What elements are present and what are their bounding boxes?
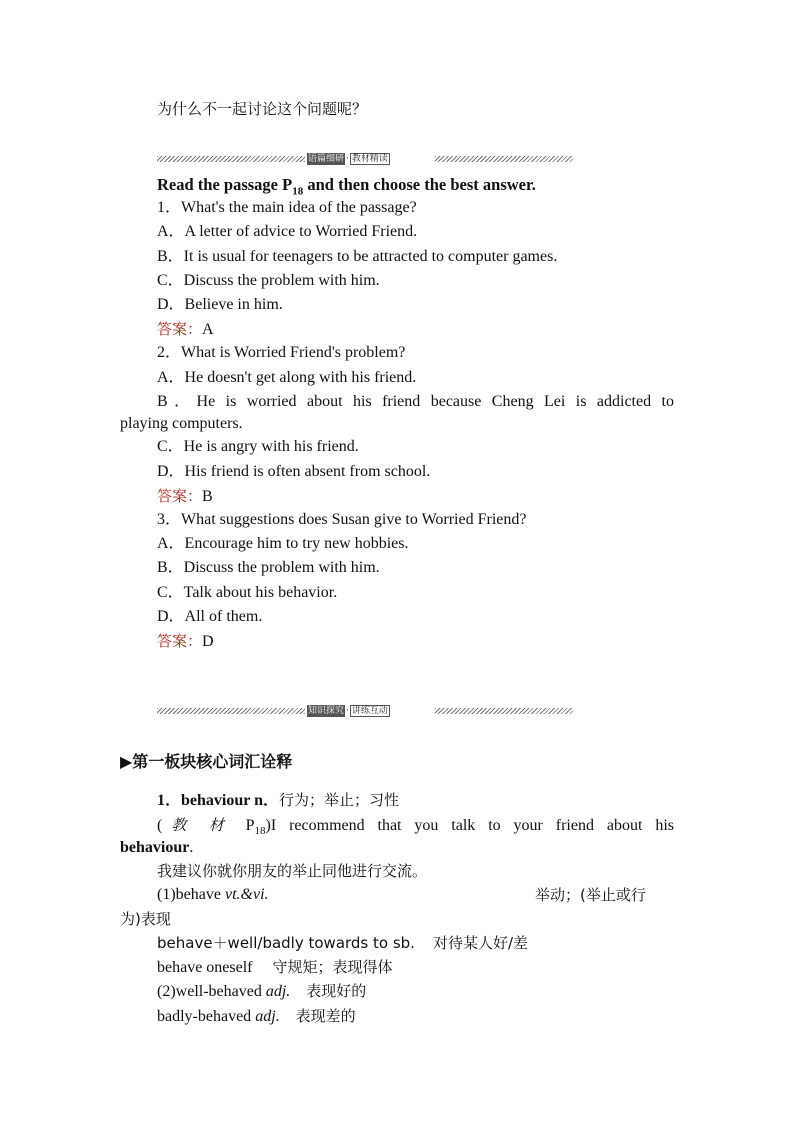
q2-option-b-line1: B．He is worried about his friend because Cheng Lei is addicted to	[157, 393, 674, 410]
q3-option-d: D．All of them.	[157, 608, 263, 625]
banner-tag-light: 讲练互动	[351, 706, 388, 716]
example-paren: (	[157, 817, 163, 834]
vocab-meaning: 行为；举止；习性	[278, 791, 399, 809]
reading-heading-text: Read the passage P	[157, 175, 293, 194]
derivative-well-behaved	[157, 981, 366, 1002]
banner-tag	[307, 704, 390, 718]
derivative-word: badly-behaved	[157, 1008, 256, 1025]
q1-stem: 1．What's the main idea of the passage?	[157, 199, 417, 216]
vocab-word: behaviour n．	[181, 792, 279, 809]
example-page-sub: 18	[254, 825, 266, 838]
vocab-number: 1．	[157, 792, 182, 809]
phrase-behave-oneself	[157, 957, 393, 978]
q2-answer	[157, 486, 213, 507]
q1-option-c: C．Discuss the problem with him.	[157, 272, 380, 289]
q3-option-b: B．Discuss the problem with him.	[157, 559, 380, 576]
derivative-meaning: 表现差的	[295, 1007, 356, 1025]
derivative-pos: adj.	[265, 983, 291, 1000]
banner-hatch-right	[435, 708, 573, 714]
phrase-meaning: 对待某人好/差	[432, 934, 529, 952]
derivative-badly-behaved	[157, 1006, 356, 1027]
answer-label: 答案：	[157, 487, 203, 505]
phrase-text: behave＋well/badly towards to sb.	[157, 934, 415, 952]
derivative-pos: adj.	[255, 1008, 280, 1025]
banner-tag-dark: 知识探究	[308, 706, 345, 716]
q3-stem: 3．What suggestions does Susan give to Worried Friend?	[157, 511, 527, 528]
phrase-behave-well-badly	[157, 933, 528, 954]
derivative-pos: vt.&vi.	[224, 886, 269, 903]
q2-option-a: A．He doesn't get along with his friend.	[157, 369, 417, 386]
answer-value: D	[202, 633, 214, 650]
q1-answer	[157, 319, 214, 340]
q2-option-b-line2: playing computers.	[120, 415, 243, 432]
q3-option-a: A．Encourage him to try new hobbies.	[157, 535, 409, 552]
answer-value: A	[202, 321, 214, 338]
answer-value: B	[202, 488, 213, 505]
example-text: )I recommend that you talk to your friend about his	[265, 817, 675, 834]
example-sentence-line2	[120, 838, 193, 858]
banner-tag-dot: ·	[346, 706, 349, 716]
section-banner-reading	[157, 152, 573, 166]
banner-hatch-right	[435, 156, 573, 162]
reading-heading-sub: 18	[292, 185, 304, 198]
q2-stem: 2．What is Worried Friend's problem?	[157, 344, 406, 361]
q3-answer	[157, 631, 214, 652]
example-source: 教 材	[162, 816, 233, 834]
banner-tag-dot: ·	[346, 154, 349, 164]
derivative-word: (2)well-behaved	[157, 983, 266, 1000]
derivative-behave	[157, 885, 269, 905]
banner-hatch-left	[157, 708, 305, 714]
section-title: ▶第一板块核心词汇诠释	[120, 752, 293, 771]
section-banner-practice	[157, 704, 573, 718]
example-sentence-line1	[157, 815, 674, 841]
derivative-behave-meaning: 举动；(举止或行	[535, 886, 646, 904]
intro-line: 为什么不一起讨论这个问题呢？	[157, 100, 368, 118]
q2-option-c: C．He is angry with his friend.	[157, 438, 359, 455]
derivative-behave-meaning-cont: 为)表现	[120, 910, 171, 928]
example-keyword: behaviour	[120, 839, 190, 856]
example-page: P	[232, 817, 255, 834]
example-period: .	[189, 839, 194, 856]
derivative-word: (1)behave	[157, 886, 225, 903]
q1-option-d: D．Believe in him.	[157, 296, 283, 313]
phrase-text: behave oneself	[157, 959, 253, 976]
banner-hatch-left	[157, 156, 305, 162]
phrase-meaning: 守规矩；表现得体	[272, 958, 393, 976]
q2-option-d: D．His friend is often absent from school.	[157, 463, 431, 480]
example-translation: 我建议你就你朋友的举止同他进行交流。	[157, 862, 428, 880]
answer-label: 答案：	[157, 632, 203, 650]
q1-option-a: A．A letter of advice to Worried Friend.	[157, 223, 418, 240]
vocab-headword	[157, 790, 399, 811]
q3-option-c: C．Talk about his behavior.	[157, 584, 338, 601]
reading-heading-text-end: and then choose the best answer.	[303, 175, 536, 194]
banner-tag-dark: 语篇细研	[308, 154, 345, 164]
derivative-meaning: 表现好的	[306, 982, 367, 1000]
q1-option-b: B．It is usual for teenagers to be attracted to computer games.	[157, 248, 558, 265]
banner-tag	[307, 152, 390, 166]
banner-tag-light: 教材精读	[351, 154, 388, 164]
answer-label: 答案：	[157, 320, 203, 338]
